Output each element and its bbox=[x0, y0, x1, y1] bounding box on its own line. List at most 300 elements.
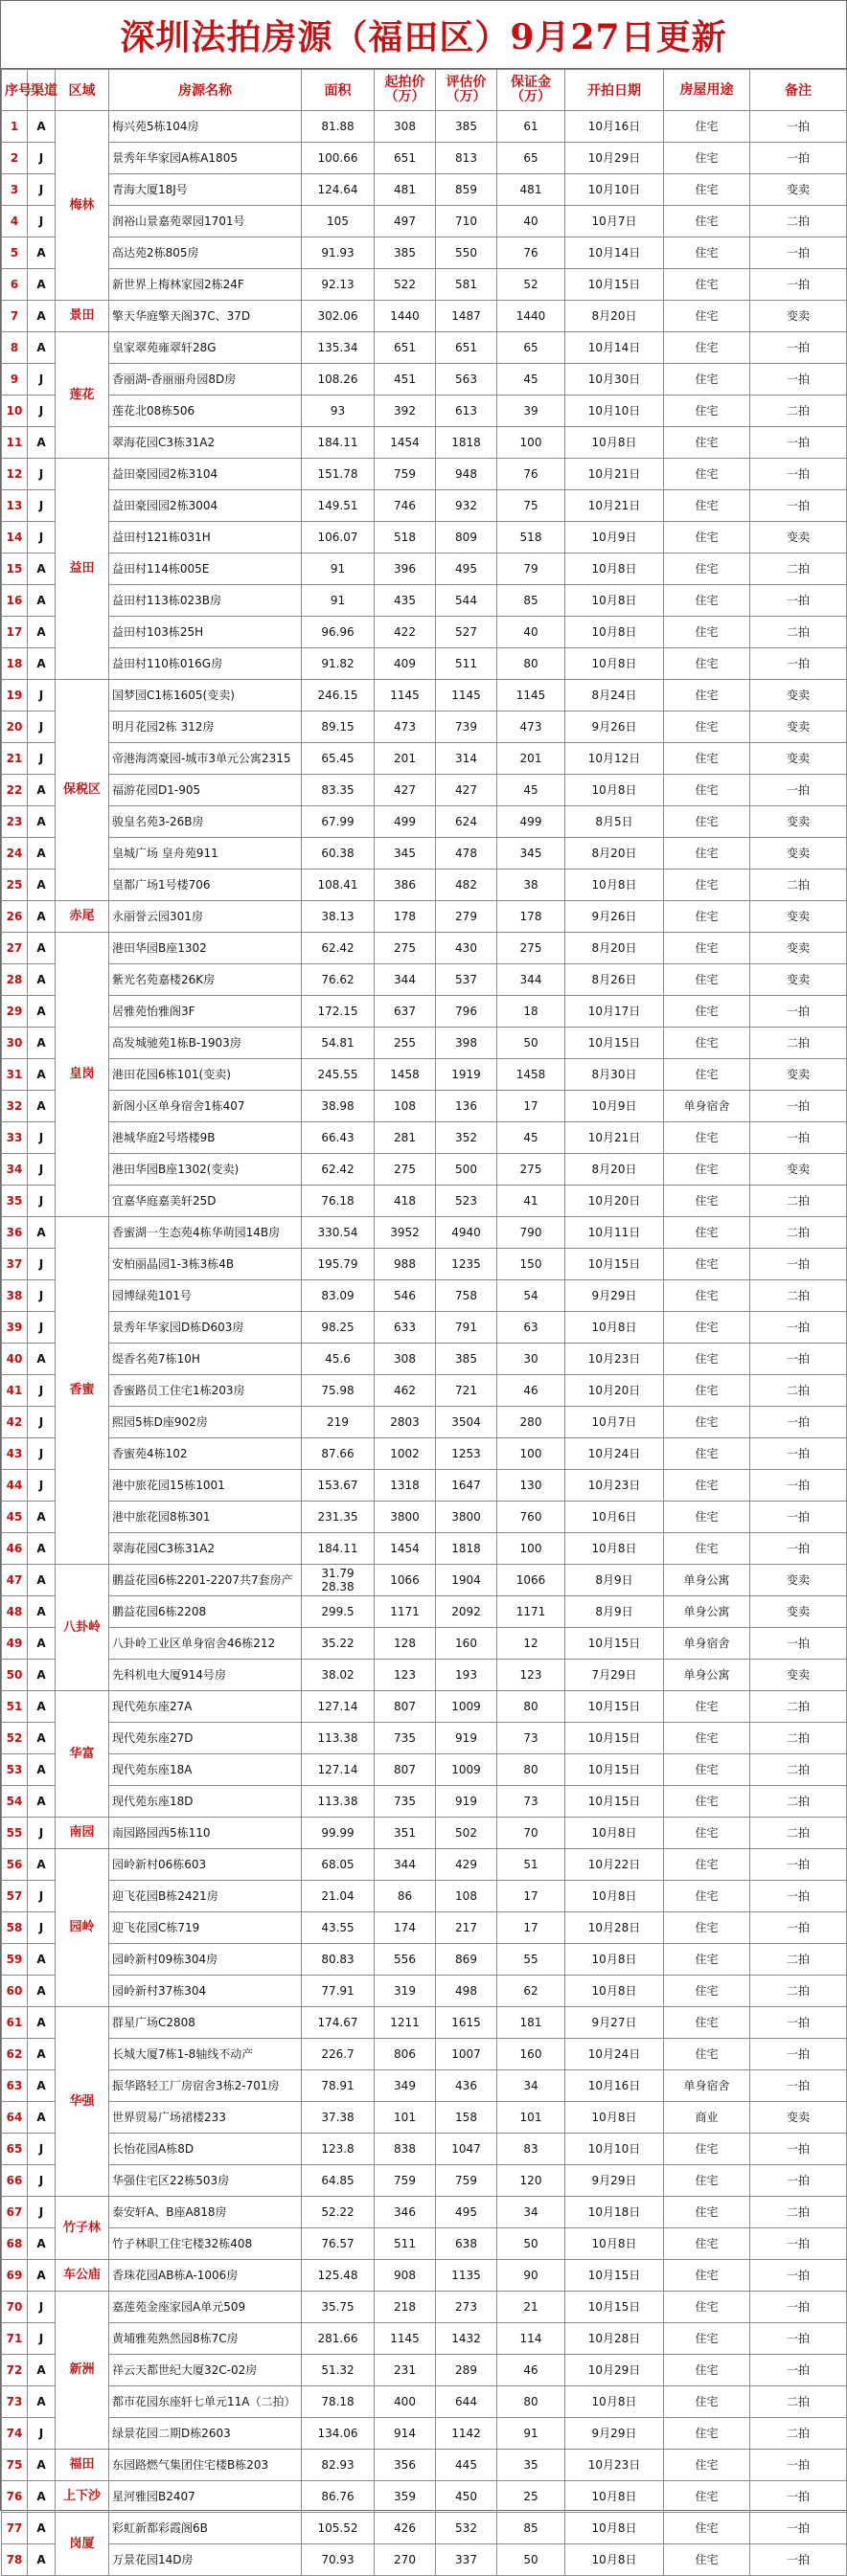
row-index: 4 bbox=[2, 206, 28, 237]
row-auction-date: 10月8日 bbox=[565, 1976, 664, 2007]
row-index: 20 bbox=[2, 712, 28, 743]
row-usage: 住宅 bbox=[664, 1122, 750, 1154]
row-start-price: 392 bbox=[375, 395, 436, 427]
row-deposit: 50 bbox=[497, 2544, 565, 2576]
table-row bbox=[2, 1217, 847, 1249]
row-start-price: 556 bbox=[375, 1944, 436, 1976]
row-area: 91 bbox=[302, 554, 375, 585]
row-start-price: 511 bbox=[375, 2228, 436, 2260]
row-deposit: 80 bbox=[497, 648, 565, 680]
row-start-price: 359 bbox=[375, 2481, 436, 2513]
row-valuation: 613 bbox=[436, 395, 497, 427]
row-usage: 住宅 bbox=[664, 1344, 750, 1375]
row-name: 帝港海湾豪园-城市3单元公寓2315 bbox=[109, 743, 302, 775]
row-valuation: 527 bbox=[436, 617, 497, 648]
row-note: 二拍 bbox=[750, 1944, 847, 1976]
row-area: 35.22 bbox=[302, 1628, 375, 1660]
header-note: 备注 bbox=[750, 70, 847, 111]
row-channel: A bbox=[28, 1976, 56, 2007]
row-area: 123.8 bbox=[302, 2134, 375, 2165]
header-row bbox=[2, 70, 847, 111]
row-usage: 住宅 bbox=[664, 2007, 750, 2039]
row-valuation: 624 bbox=[436, 806, 497, 838]
row-start-price: 988 bbox=[375, 1249, 436, 1280]
row-usage: 住宅 bbox=[664, 680, 750, 712]
row-valuation: 1135 bbox=[436, 2260, 497, 2292]
row-area: 174.67 bbox=[302, 2007, 375, 2039]
row-name: 益田豪园园2栋3104 bbox=[109, 459, 302, 490]
row-name: 长怡花园A栋8D bbox=[109, 2134, 302, 2165]
row-name: 先科机电大厦914号房 bbox=[109, 1660, 302, 1691]
header-valuation: 评估价（万） bbox=[436, 70, 497, 111]
row-index: 40 bbox=[2, 1344, 28, 1375]
row-index: 21 bbox=[2, 743, 28, 775]
row-index: 14 bbox=[2, 522, 28, 554]
row-auction-date: 10月23日 bbox=[565, 1344, 664, 1375]
row-index: 37 bbox=[2, 1249, 28, 1280]
row-start-price: 255 bbox=[375, 1028, 436, 1059]
row-channel: A bbox=[28, 1786, 56, 1818]
table-row bbox=[2, 2513, 847, 2544]
table-row bbox=[2, 1312, 847, 1344]
row-note: 一拍 bbox=[750, 237, 847, 269]
row-start-price: 308 bbox=[375, 1344, 436, 1375]
header-region: 区域 bbox=[56, 70, 109, 111]
row-valuation: 193 bbox=[436, 1660, 497, 1691]
row-deposit: 35 bbox=[497, 2450, 565, 2481]
row-usage: 住宅 bbox=[664, 395, 750, 427]
table-row bbox=[2, 2450, 847, 2481]
row-auction-date: 10月8日 bbox=[565, 2481, 664, 2513]
region-cell: 上下沙 bbox=[56, 2481, 109, 2513]
row-index: 26 bbox=[2, 901, 28, 933]
row-start-price: 426 bbox=[375, 2513, 436, 2544]
row-auction-date: 8月20日 bbox=[565, 1154, 664, 1186]
row-index: 62 bbox=[2, 2039, 28, 2070]
row-auction-date: 10月8日 bbox=[565, 1312, 664, 1344]
header-name: 房源名称 bbox=[109, 70, 302, 111]
row-area: 77.91 bbox=[302, 1976, 375, 2007]
row-note: 一拍 bbox=[750, 1407, 847, 1438]
table-row bbox=[2, 2039, 847, 2070]
row-valuation: 158 bbox=[436, 2102, 497, 2134]
table-row bbox=[2, 2481, 847, 2513]
row-deposit: 345 bbox=[497, 838, 565, 870]
row-name: 园岭新村37栋304 bbox=[109, 1976, 302, 2007]
row-deposit: 1066 bbox=[497, 1565, 565, 1596]
row-channel: A bbox=[28, 1723, 56, 1754]
row-deposit: 790 bbox=[497, 1217, 565, 1249]
row-name: 园岭新村09栋304房 bbox=[109, 1944, 302, 1976]
row-deposit: 1145 bbox=[497, 680, 565, 712]
row-name: 长城大厦7栋1-8轴线不动产 bbox=[109, 2039, 302, 2070]
row-usage: 住宅 bbox=[664, 1818, 750, 1849]
table-row bbox=[2, 901, 847, 933]
row-note: 一拍 bbox=[750, 2292, 847, 2323]
row-index: 73 bbox=[2, 2386, 28, 2418]
row-name: 东园路燃气集团住宅楼B栋203 bbox=[109, 2450, 302, 2481]
table-row bbox=[2, 111, 847, 143]
row-index: 11 bbox=[2, 427, 28, 459]
row-area: 91 bbox=[302, 585, 375, 617]
row-start-price: 1066 bbox=[375, 1565, 436, 1596]
row-deposit: 76 bbox=[497, 459, 565, 490]
row-valuation: 1009 bbox=[436, 1754, 497, 1786]
row-valuation: 2092 bbox=[436, 1596, 497, 1628]
row-area: 83.35 bbox=[302, 775, 375, 806]
row-index: 45 bbox=[2, 1502, 28, 1533]
row-auction-date: 8月5日 bbox=[565, 806, 664, 838]
row-auction-date: 9月26日 bbox=[565, 901, 664, 933]
row-deposit: 83 bbox=[497, 2134, 565, 2165]
row-usage: 住宅 bbox=[664, 1533, 750, 1565]
row-deposit: 65 bbox=[497, 332, 565, 364]
table-row bbox=[2, 2355, 847, 2386]
row-index: 22 bbox=[2, 775, 28, 806]
row-note: 一拍 bbox=[750, 585, 847, 617]
row-area: 54.81 bbox=[302, 1028, 375, 1059]
row-area: 172.15 bbox=[302, 996, 375, 1028]
row-note: 变卖 bbox=[750, 1154, 847, 1186]
row-auction-date: 10月8日 bbox=[565, 1533, 664, 1565]
row-valuation: 482 bbox=[436, 870, 497, 901]
row-note: 一拍 bbox=[750, 269, 847, 301]
row-note: 二拍 bbox=[750, 617, 847, 648]
row-auction-date: 10月15日 bbox=[565, 1628, 664, 1660]
row-name: 香蜜湖一生态苑4栋华萌园14B房 bbox=[109, 1217, 302, 1249]
row-valuation: 1009 bbox=[436, 1691, 497, 1723]
row-usage: 住宅 bbox=[664, 2513, 750, 2544]
row-note: 一拍 bbox=[750, 1438, 847, 1470]
header-area: 面积 bbox=[302, 70, 375, 111]
row-valuation: 4940 bbox=[436, 1217, 497, 1249]
row-valuation: 1615 bbox=[436, 2007, 497, 2039]
row-auction-date: 10月14日 bbox=[565, 332, 664, 364]
row-index: 25 bbox=[2, 870, 28, 901]
row-auction-date: 10月18日 bbox=[565, 2197, 664, 2228]
row-deposit: 1171 bbox=[497, 1596, 565, 1628]
table-row bbox=[2, 648, 847, 680]
row-deposit: 55 bbox=[497, 1944, 565, 1976]
table-row bbox=[2, 1849, 847, 1881]
row-auction-date: 9月26日 bbox=[565, 712, 664, 743]
row-index: 42 bbox=[2, 1407, 28, 1438]
row-auction-date: 9月29日 bbox=[565, 1280, 664, 1312]
row-index: 38 bbox=[2, 1280, 28, 1312]
row-area: 105.52 bbox=[302, 2513, 375, 2544]
table-row bbox=[2, 1786, 847, 1818]
row-start-price: 319 bbox=[375, 1976, 436, 2007]
row-name: 南园路园西5栋110 bbox=[109, 1818, 302, 1849]
row-start-price: 231 bbox=[375, 2355, 436, 2386]
row-note: 变卖 bbox=[750, 1565, 847, 1596]
row-index: 59 bbox=[2, 1944, 28, 1976]
row-start-price: 1171 bbox=[375, 1596, 436, 1628]
row-start-price: 807 bbox=[375, 1754, 436, 1786]
row-channel: A bbox=[28, 2102, 56, 2134]
table-row bbox=[2, 237, 847, 269]
row-index: 12 bbox=[2, 459, 28, 490]
row-usage: 住宅 bbox=[664, 1186, 750, 1217]
listing-table bbox=[1, 69, 847, 2576]
row-note: 变卖 bbox=[750, 522, 847, 554]
row-deposit: 21 bbox=[497, 2292, 565, 2323]
row-deposit: 499 bbox=[497, 806, 565, 838]
row-usage: 住宅 bbox=[664, 174, 750, 206]
row-note: 一拍 bbox=[750, 2355, 847, 2386]
row-index: 56 bbox=[2, 1849, 28, 1881]
row-channel: A bbox=[28, 870, 56, 901]
row-name: 宜嘉华庭嘉美轩25D bbox=[109, 1186, 302, 1217]
table-row bbox=[2, 2165, 847, 2197]
row-start-price: 422 bbox=[375, 617, 436, 648]
row-area: 78.18 bbox=[302, 2386, 375, 2418]
row-area: 153.67 bbox=[302, 1470, 375, 1502]
table-row bbox=[2, 964, 847, 996]
row-area: 51.32 bbox=[302, 2355, 375, 2386]
row-index: 18 bbox=[2, 648, 28, 680]
row-deposit: 62 bbox=[497, 1976, 565, 2007]
row-valuation: 108 bbox=[436, 1881, 497, 1912]
row-deposit: 54 bbox=[497, 1280, 565, 1312]
row-name: 港田华园B座1302 bbox=[109, 933, 302, 964]
row-name: 高发城驰苑1栋B-1903房 bbox=[109, 1028, 302, 1059]
row-index: 50 bbox=[2, 1660, 28, 1691]
row-note: 二拍 bbox=[750, 554, 847, 585]
region-cell: 莲花 bbox=[56, 332, 109, 459]
row-auction-date: 10月15日 bbox=[565, 2292, 664, 2323]
table-row bbox=[2, 1691, 847, 1723]
row-area: 134.06 bbox=[302, 2418, 375, 2450]
table-row bbox=[2, 1565, 847, 1596]
table-row bbox=[2, 775, 847, 806]
row-valuation: 948 bbox=[436, 459, 497, 490]
row-area: 70.93 bbox=[302, 2544, 375, 2576]
row-start-price: 462 bbox=[375, 1375, 436, 1407]
table-row bbox=[2, 1976, 847, 2007]
row-valuation: 500 bbox=[436, 1154, 497, 1186]
table-row bbox=[2, 2386, 847, 2418]
row-channel: J bbox=[28, 2134, 56, 2165]
row-note: 二拍 bbox=[750, 1754, 847, 1786]
row-name: 星河雅园B2407 bbox=[109, 2481, 302, 2513]
row-note: 二拍 bbox=[750, 1786, 847, 1818]
table-row bbox=[2, 490, 847, 522]
row-index: 24 bbox=[2, 838, 28, 870]
row-channel: A bbox=[28, 2007, 56, 2039]
row-area: 246.15 bbox=[302, 680, 375, 712]
row-start-price: 345 bbox=[375, 838, 436, 870]
row-area: 93 bbox=[302, 395, 375, 427]
row-area: 127.14 bbox=[302, 1754, 375, 1786]
row-valuation: 581 bbox=[436, 269, 497, 301]
row-valuation: 160 bbox=[436, 1628, 497, 1660]
row-auction-date: 10月10日 bbox=[565, 2134, 664, 2165]
row-area: 96.96 bbox=[302, 617, 375, 648]
row-index: 70 bbox=[2, 2292, 28, 2323]
row-area: 281.66 bbox=[302, 2323, 375, 2355]
row-valuation: 3504 bbox=[436, 1407, 497, 1438]
row-deposit: 12 bbox=[497, 1628, 565, 1660]
row-note: 一拍 bbox=[750, 332, 847, 364]
row-name: 鹏益花园6栋2201-2207共7套房产 bbox=[109, 1565, 302, 1596]
row-valuation: 1145 bbox=[436, 680, 497, 712]
row-name: 现代苑东座27D bbox=[109, 1723, 302, 1754]
row-note: 二拍 bbox=[750, 1723, 847, 1754]
row-deposit: 518 bbox=[497, 522, 565, 554]
row-deposit: 101 bbox=[497, 2102, 565, 2134]
row-name: 皇都广场1号楼706 bbox=[109, 870, 302, 901]
row-auction-date: 10月6日 bbox=[565, 1502, 664, 1533]
region-cell: 益田 bbox=[56, 459, 109, 680]
row-valuation: 1919 bbox=[436, 1059, 497, 1091]
row-deposit: 181 bbox=[497, 2007, 565, 2039]
row-valuation: 758 bbox=[436, 1280, 497, 1312]
row-note: 变卖 bbox=[750, 964, 847, 996]
row-note: 变卖 bbox=[750, 806, 847, 838]
row-deposit: 114 bbox=[497, 2323, 565, 2355]
row-valuation: 1487 bbox=[436, 301, 497, 332]
row-channel: A bbox=[28, 1344, 56, 1375]
row-auction-date: 9月29日 bbox=[565, 2165, 664, 2197]
row-start-price: 838 bbox=[375, 2134, 436, 2165]
row-start-price: 1145 bbox=[375, 2323, 436, 2355]
row-index: 2 bbox=[2, 143, 28, 174]
row-channel: A bbox=[28, 332, 56, 364]
row-index: 33 bbox=[2, 1122, 28, 1154]
row-deposit: 51 bbox=[497, 1849, 565, 1881]
row-usage: 住宅 bbox=[664, 1976, 750, 2007]
row-index: 3 bbox=[2, 174, 28, 206]
row-name: 港田华园B座1302(变卖) bbox=[109, 1154, 302, 1186]
row-channel: J bbox=[28, 1470, 56, 1502]
row-start-price: 201 bbox=[375, 743, 436, 775]
page-title: 深圳法拍房源（福田区）9月27日更新 bbox=[1, 1, 846, 69]
row-start-price: 281 bbox=[375, 1122, 436, 1154]
row-deposit: 52 bbox=[497, 269, 565, 301]
row-note: 变卖 bbox=[750, 174, 847, 206]
row-area: 68.05 bbox=[302, 1849, 375, 1881]
row-auction-date: 10月8日 bbox=[565, 648, 664, 680]
row-auction-date: 10月15日 bbox=[565, 2260, 664, 2292]
row-index: 77 bbox=[2, 2513, 28, 2544]
row-deposit: 45 bbox=[497, 775, 565, 806]
row-note: 二拍 bbox=[750, 395, 847, 427]
row-note: 一拍 bbox=[750, 1091, 847, 1122]
row-name: 熙园5栋D座902房 bbox=[109, 1407, 302, 1438]
row-channel: A bbox=[28, 1691, 56, 1723]
row-start-price: 1211 bbox=[375, 2007, 436, 2039]
row-channel: A bbox=[28, 1217, 56, 1249]
row-deposit: 40 bbox=[497, 206, 565, 237]
row-note: 一拍 bbox=[750, 2544, 847, 2576]
row-deposit: 75 bbox=[497, 490, 565, 522]
row-deposit: 85 bbox=[497, 585, 565, 617]
row-auction-date: 10月8日 bbox=[565, 617, 664, 648]
row-valuation: 1647 bbox=[436, 1470, 497, 1502]
row-auction-date: 10月15日 bbox=[565, 1754, 664, 1786]
row-deposit: 46 bbox=[497, 1375, 565, 1407]
row-deposit: 275 bbox=[497, 933, 565, 964]
row-valuation: 1818 bbox=[436, 427, 497, 459]
row-usage: 单身宿舍 bbox=[664, 1628, 750, 1660]
row-index: 63 bbox=[2, 2070, 28, 2102]
row-valuation: 385 bbox=[436, 111, 497, 143]
row-area: 108.26 bbox=[302, 364, 375, 395]
row-auction-date: 10月15日 bbox=[565, 1723, 664, 1754]
table-row bbox=[2, 2260, 847, 2292]
row-auction-date: 10月22日 bbox=[565, 1849, 664, 1881]
row-area: 78.91 bbox=[302, 2070, 375, 2102]
row-name: 迎飞花园B栋2421房 bbox=[109, 1881, 302, 1912]
header-auction-date: 开拍日期 bbox=[565, 70, 664, 111]
row-auction-date: 10月21日 bbox=[565, 490, 664, 522]
row-valuation: 3800 bbox=[436, 1502, 497, 1533]
row-deposit: 80 bbox=[497, 2386, 565, 2418]
row-auction-date: 10月15日 bbox=[565, 1786, 664, 1818]
row-index: 68 bbox=[2, 2228, 28, 2260]
row-note: 一拍 bbox=[750, 2134, 847, 2165]
row-area: 149.51 bbox=[302, 490, 375, 522]
row-channel: A bbox=[28, 2481, 56, 2513]
row-area: 21.04 bbox=[302, 1881, 375, 1912]
row-channel: J bbox=[28, 206, 56, 237]
row-name: 益田村113栋023B房 bbox=[109, 585, 302, 617]
row-name: 港田花园6栋101(变卖) bbox=[109, 1059, 302, 1091]
row-channel: A bbox=[28, 775, 56, 806]
table-row bbox=[2, 933, 847, 964]
row-auction-date: 10月24日 bbox=[565, 1438, 664, 1470]
row-index: 31 bbox=[2, 1059, 28, 1091]
row-name: 园博绿苑101号 bbox=[109, 1280, 302, 1312]
row-area: 67.99 bbox=[302, 806, 375, 838]
row-channel: A bbox=[28, 554, 56, 585]
row-index: 71 bbox=[2, 2323, 28, 2355]
row-channel: A bbox=[28, 237, 56, 269]
row-channel: J bbox=[28, 459, 56, 490]
row-start-price: 735 bbox=[375, 1786, 436, 1818]
row-area: 76.18 bbox=[302, 1186, 375, 1217]
row-valuation: 273 bbox=[436, 2292, 497, 2323]
row-start-price: 759 bbox=[375, 2165, 436, 2197]
row-deposit: 25 bbox=[497, 2481, 565, 2513]
row-start-price: 497 bbox=[375, 206, 436, 237]
row-deposit: 85 bbox=[497, 2513, 565, 2544]
row-usage: 住宅 bbox=[664, 2039, 750, 2070]
row-index: 32 bbox=[2, 1091, 28, 1122]
row-index: 34 bbox=[2, 1154, 28, 1186]
row-auction-date: 10月15日 bbox=[565, 1691, 664, 1723]
row-note: 一拍 bbox=[750, 490, 847, 522]
row-name: 国梦园C1栋1605(变卖) bbox=[109, 680, 302, 712]
table-row bbox=[2, 395, 847, 427]
row-channel: A bbox=[28, 1028, 56, 1059]
table-row bbox=[2, 806, 847, 838]
row-channel: J bbox=[28, 1375, 56, 1407]
row-deposit: 18 bbox=[497, 996, 565, 1028]
row-usage: 住宅 bbox=[664, 1154, 750, 1186]
row-area: 91.93 bbox=[302, 237, 375, 269]
row-name: 世界贸易广场裙楼233 bbox=[109, 2102, 302, 2134]
row-channel: A bbox=[28, 2260, 56, 2292]
row-note: 一拍 bbox=[750, 2450, 847, 2481]
row-index: 74 bbox=[2, 2418, 28, 2450]
row-note: 一拍 bbox=[750, 648, 847, 680]
row-note: 一拍 bbox=[750, 2260, 847, 2292]
row-auction-date: 10月28日 bbox=[565, 1912, 664, 1944]
row-note: 二拍 bbox=[750, 1186, 847, 1217]
row-area: 52.22 bbox=[302, 2197, 375, 2228]
